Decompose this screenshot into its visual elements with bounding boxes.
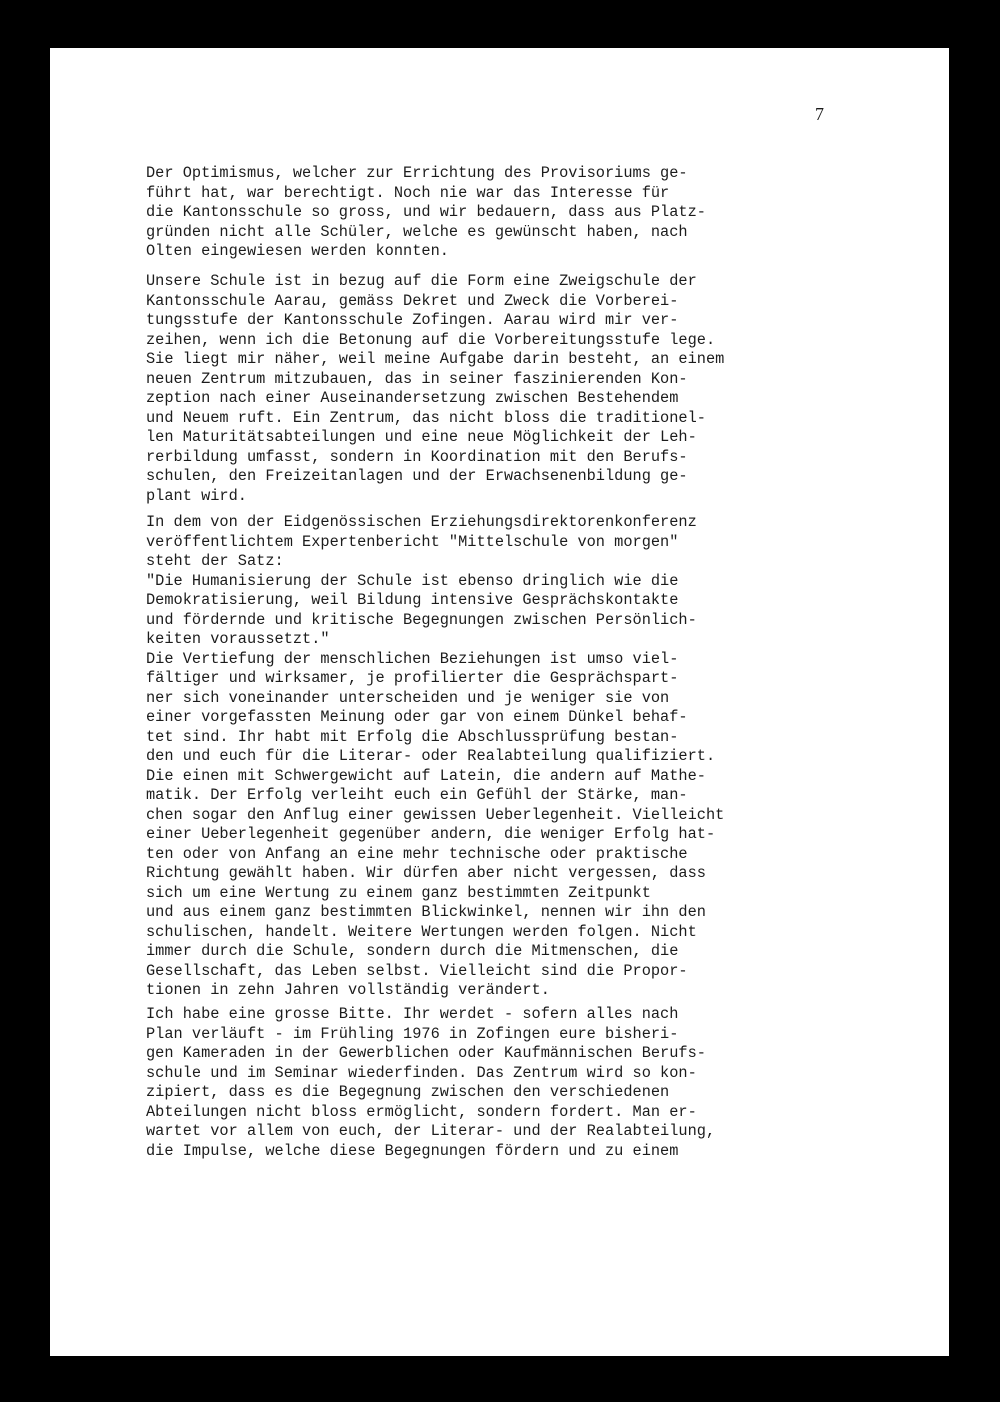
text-line: sich um eine Wertung zu einem ganz bestimmten Zeitpunkt	[146, 883, 651, 902]
text-line: führt hat, war berechtigt. Noch nie war das Interesse für	[146, 183, 670, 202]
text-line: und fördernde und kritische Begegnungen zwischen Persönlich-	[146, 610, 697, 629]
text-line: Der Optimismus, welcher zur Errichtung des Provisoriums ge-	[146, 164, 688, 182]
text-line: ner sich voneinander unterscheiden und je weniger sie von	[146, 688, 670, 707]
text-line: "Die Humanisierung der Schule ist ebenso dringlich wie die	[146, 571, 679, 590]
text-line: Gesellschaft, das Leben selbst. Vielleicht sind die Propor-	[146, 961, 688, 980]
text-line: und aus einem ganz bestimmten Blickwinkel, nennen wir ihn den	[146, 903, 706, 921]
text-line: Abteilungen nicht bloss ermöglicht, sondern fordert. Man er-	[146, 1102, 697, 1121]
text-line: den und euch für die Literar- oder Realabteilung qualifiziert.	[146, 747, 716, 765]
text-line: keiten voraussetzt."	[146, 630, 330, 648]
text-line: Ich habe eine grosse Bitte. Ihr werdet - sofern alles nach	[146, 1005, 679, 1023]
text-line: einer vorgefassten Meinung oder gar von einem Dünkel behaf-	[146, 708, 688, 726]
text-line: und Neuem ruft. Ein Zentrum, das nicht bloss die traditionel-	[146, 408, 706, 427]
text-line: einer Ueberlegenheit gegenüber andern, die weniger Erfolg hat-	[146, 825, 716, 843]
paragraph-3	[146, 513, 724, 1001]
text-line: gen Kameraden in der Gewerblichen oder Kaufmännischen Berufs-	[146, 1044, 706, 1062]
text-line: Die Vertiefung der menschlichen Beziehungen ist umso viel-	[146, 649, 679, 668]
text-line: zeihen, wenn ich die Betonung auf die Vorbereitungsstufe lege.	[146, 330, 716, 349]
text-line: veröffentlichtem Expertenbericht "Mittelschule von morgen"	[146, 532, 679, 551]
text-line: tungsstufe der Kantonsschule Zofingen. Aarau wird mir ver-	[146, 311, 679, 329]
text-line: tet sind. Ihr habt mit Erfolg die Abschlussprüfung bestan-	[146, 727, 679, 746]
paragraph-4	[146, 1005, 715, 1161]
text-line: tionen in zehn Jahren vollständig verändert.	[146, 981, 550, 999]
text-line: len Maturitätsabteilungen und eine neue Möglichkeit der Leh-	[146, 428, 697, 446]
text-line: Plan verläuft - im Frühling 1976 in Zofingen eure bisheri-	[146, 1024, 679, 1043]
text-line: die Impulse, welche diese Begegnungen fördern und zu einem	[146, 1141, 679, 1160]
text-line: schulischen, handelt. Weitere Wertungen werden folgen. Nicht	[146, 922, 697, 941]
text-line: ten oder von Anfang an eine mehr technische oder praktische	[146, 844, 688, 863]
text-line: In dem von der Eidgenössischen Erziehungsdirektorenkonferenz	[146, 513, 697, 531]
text-line: Olten eingewiesen werden konnten.	[146, 242, 449, 260]
text-line: Demokratisierung, weil Bildung intensive Gesprächskontakte	[146, 591, 679, 609]
text-line: steht der Satz:	[146, 552, 284, 570]
paragraph-2	[146, 272, 724, 506]
text-line: immer durch die Schule, sondern durch die Mitmenschen, die	[146, 942, 679, 960]
text-line: die Kantonsschule so gross, und wir bedauern, dass aus Platz-	[146, 203, 706, 221]
page-number: 7	[815, 104, 824, 124]
paragraph-1	[146, 164, 706, 262]
text-line: Unsere Schule ist in bezug auf die Form eine Zweigschule der	[146, 272, 697, 290]
text-line: gründen nicht alle Schüler, welche es gewünscht haben, nach	[146, 222, 688, 241]
text-line: Kantonsschule Aarau, gemäss Dekret und Zweck die Vorberei-	[146, 291, 679, 310]
text-line: Sie liegt mir näher, weil meine Aufgabe darin besteht, an einem	[146, 350, 725, 368]
text-line: matik. Der Erfolg verleiht euch ein Gefühl der Stärke, man-	[146, 786, 688, 804]
text-line: Richtung gewählt haben. Wir dürfen aber nicht vergessen, dass	[146, 864, 706, 882]
text-line: chen sogar den Anflug einer gewissen Ueberlegenheit. Vielleicht	[146, 805, 725, 824]
text-line: Die einen mit Schwergewicht auf Latein, die andern auf Mathe-	[146, 766, 706, 785]
text-line: neuen Zentrum mitzubauen, das in seiner faszinierenden Kon-	[146, 369, 688, 388]
text-line: zeption nach einer Auseinandersetzung zwischen Bestehendem	[146, 389, 679, 407]
text-line: rerbildung umfasst, sondern in Koordination mit den Berufs-	[146, 447, 688, 466]
text-line: plant wird.	[146, 486, 247, 505]
text-line: wartet vor allem von euch, der Literar- und der Realabteilung,	[146, 1122, 716, 1140]
text-line: fältiger und wirksamer, je profilierter die Gesprächspart-	[146, 669, 679, 687]
text-line: schulen, den Freizeitanlagen und der Erwachsenenbildung ge-	[146, 467, 688, 485]
text-line: schule und im Seminar wiederfinden. Das Zentrum wird so kon-	[146, 1063, 697, 1082]
text-line: zipiert, dass es die Begegnung zwischen den verschiedenen	[146, 1083, 670, 1101]
